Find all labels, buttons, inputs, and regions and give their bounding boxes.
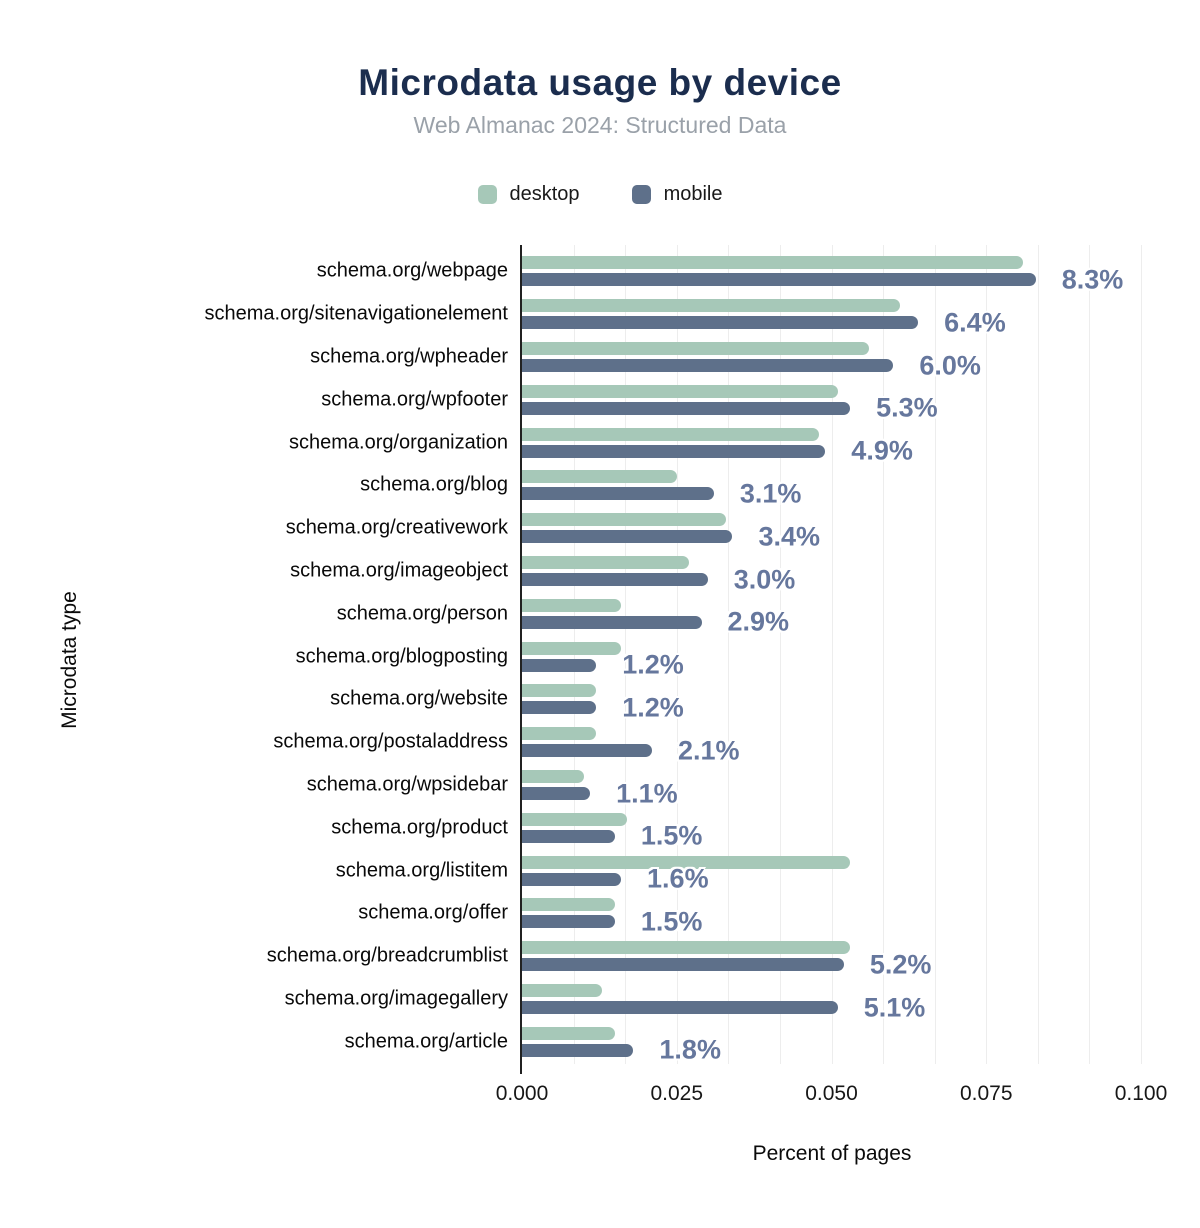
value-label: 1.5% xyxy=(640,820,703,851)
category-label: schema.org/blog xyxy=(360,473,508,496)
desktop-swatch-icon xyxy=(478,185,497,204)
value-label: 1.1% xyxy=(616,778,678,808)
bar-desktop[interactable] xyxy=(522,513,726,526)
value-label: 5.2% xyxy=(869,949,932,980)
bar-mobile[interactable] xyxy=(522,1044,633,1057)
gridline xyxy=(1089,245,1090,1064)
legend-item-desktop[interactable] xyxy=(478,183,580,206)
bar-mobile[interactable] xyxy=(522,487,714,500)
bar-desktop[interactable] xyxy=(522,342,869,355)
bar-mobile[interactable] xyxy=(522,701,596,714)
bar-mobile[interactable] xyxy=(522,873,621,886)
value-label: 5.1% xyxy=(863,992,926,1022)
value-label: 4.9% xyxy=(851,435,913,466)
bar-mobile[interactable] xyxy=(522,659,596,672)
gridline xyxy=(1038,245,1039,1064)
category-label: schema.org/breadcrumblist xyxy=(266,944,508,967)
category-label: schema.org/webpage xyxy=(316,259,508,282)
legend-item-mobile[interactable] xyxy=(632,183,723,206)
x-tick-label: 0.075 xyxy=(959,1082,1013,1105)
category-label: schema.org/organization xyxy=(288,431,508,454)
bar-desktop[interactable] xyxy=(522,898,615,911)
x-axis-title: Percent of pages xyxy=(752,1142,912,1165)
category-label: schema.org/website xyxy=(330,687,508,710)
bar-mobile[interactable] xyxy=(522,573,708,586)
x-tick-label: 0.000 xyxy=(495,1082,549,1105)
bar-desktop[interactable] xyxy=(522,642,621,655)
legend-label-desktop: desktop xyxy=(509,182,580,205)
bar-mobile[interactable] xyxy=(522,830,615,843)
category-label: schema.org/creativework xyxy=(285,516,508,539)
value-label: 5.3% xyxy=(876,392,938,423)
bar-desktop[interactable] xyxy=(522,684,596,697)
bar-mobile[interactable] xyxy=(522,445,825,458)
category-label: schema.org/imagegallery xyxy=(284,987,508,1010)
chart-subtitle: Web Almanac 2024: Structured Data xyxy=(413,112,787,138)
category-label: schema.org/sitenavigationelement xyxy=(204,302,508,325)
bar-mobile[interactable] xyxy=(522,915,615,928)
bar-desktop[interactable] xyxy=(522,813,627,826)
value-label: 1.2% xyxy=(622,692,684,723)
mobile-swatch-icon xyxy=(632,185,651,204)
bar-mobile[interactable] xyxy=(522,616,702,629)
legend-label-mobile: mobile xyxy=(663,182,723,205)
category-label: schema.org/blogposting xyxy=(295,645,508,668)
bar-desktop[interactable] xyxy=(522,599,621,612)
value-label: 3.1% xyxy=(739,478,802,509)
category-label: schema.org/offer xyxy=(358,901,508,924)
value-label: 3.0% xyxy=(733,564,796,594)
category-label: schema.org/wpsidebar xyxy=(306,773,508,796)
bar-mobile[interactable] xyxy=(522,787,590,800)
value-label: 1.2% xyxy=(622,649,684,680)
category-label: schema.org/product xyxy=(331,816,508,839)
value-label: 2.1% xyxy=(677,735,740,766)
x-tick-label: 0.100 xyxy=(1114,1082,1168,1105)
bar-desktop[interactable] xyxy=(522,1027,615,1040)
category-label: schema.org/wpheader xyxy=(310,345,508,368)
value-label: 6.0% xyxy=(919,350,981,380)
bar-desktop[interactable] xyxy=(522,256,1023,269)
bar-mobile[interactable] xyxy=(522,958,844,971)
category-label: schema.org/article xyxy=(344,1030,508,1053)
bar-desktop[interactable] xyxy=(522,727,596,740)
category-label: schema.org/person xyxy=(336,602,508,625)
category-label: schema.org/wpfooter xyxy=(321,388,508,411)
value-label: 8.3% xyxy=(1061,264,1124,295)
bar-desktop[interactable] xyxy=(522,770,584,783)
category-label: schema.org/postaladdress xyxy=(273,730,508,753)
x-tick-label: 0.025 xyxy=(650,1082,704,1105)
chart-title: Microdata usage by device xyxy=(358,62,842,103)
bar-desktop[interactable] xyxy=(522,941,850,954)
value-label: 1.5% xyxy=(640,906,703,937)
bar-desktop[interactable] xyxy=(522,299,900,312)
bar-mobile[interactable] xyxy=(522,316,918,329)
bar-desktop[interactable] xyxy=(522,428,819,441)
value-label: 2.9% xyxy=(727,606,790,637)
value-label: 6.4% xyxy=(944,307,1006,338)
bar-desktop[interactable] xyxy=(522,556,689,569)
bar-mobile[interactable] xyxy=(522,530,732,543)
y-axis-title: Microdata type xyxy=(58,591,81,729)
gridline xyxy=(1141,245,1142,1064)
category-label: schema.org/listitem xyxy=(335,859,508,882)
bar-mobile[interactable] xyxy=(522,273,1036,286)
gridline xyxy=(986,245,987,1064)
legend xyxy=(0,181,1200,207)
bar-desktop[interactable] xyxy=(522,470,677,483)
bar-desktop[interactable] xyxy=(522,385,838,398)
bar-mobile[interactable] xyxy=(522,359,893,372)
bar-mobile[interactable] xyxy=(522,744,652,757)
bar-mobile[interactable] xyxy=(522,402,850,415)
x-tick-label: 0.050 xyxy=(805,1082,858,1105)
value-label: 1.8% xyxy=(659,1034,721,1065)
bar-mobile[interactable] xyxy=(522,1001,838,1014)
value-label: 3.4% xyxy=(758,521,820,552)
bar-desktop[interactable] xyxy=(522,984,602,997)
category-label: schema.org/imageobject xyxy=(290,559,508,582)
value-label: 1.6% xyxy=(647,863,709,894)
